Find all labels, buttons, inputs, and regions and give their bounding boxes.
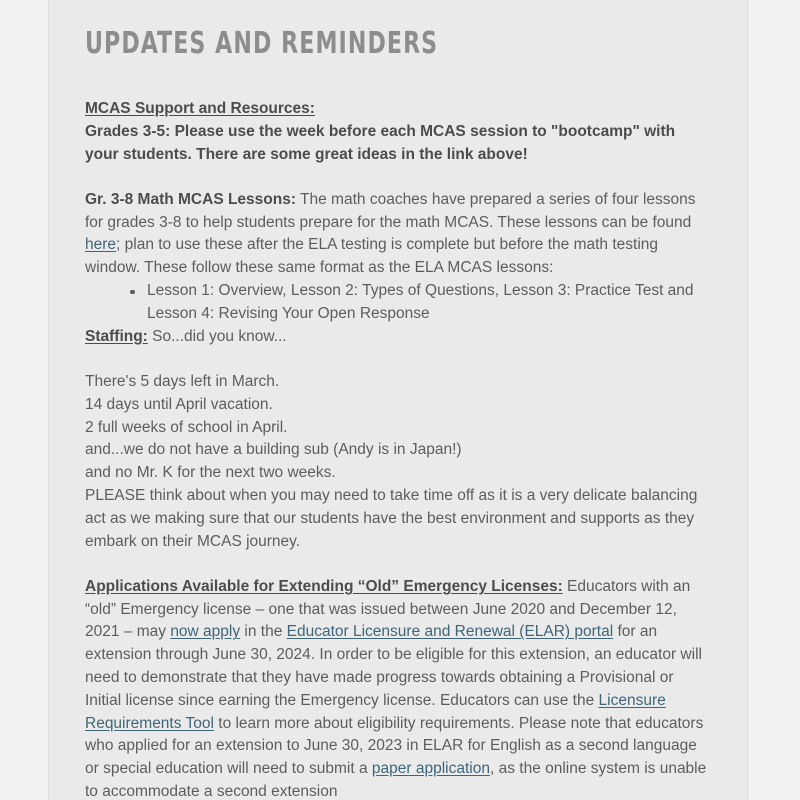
emergency-text-2: in the bbox=[240, 623, 287, 641]
staffing-intro: So...did you know... bbox=[147, 327, 287, 345]
staffing-line-text: There's 5 days left in March. bbox=[85, 372, 280, 390]
math-lessons-text-2: ; plan to use these after the ELA testing is complete but before the math testing window. These follow these same format as the ELA MCAS lessons: bbox=[85, 236, 659, 277]
bullet-text: Lesson 1: Overview, Lesson 2: Types of Questions, Lesson 3: Practice Test and Lesson 4: Revising Your Open Response bbox=[147, 282, 694, 322]
mcas-support-body bbox=[85, 121, 711, 167]
math-lessons-bullet-list bbox=[85, 280, 711, 326]
emergency-text-4: to learn more about eligibility requirements. Please note that educators who applied for an extension to June 30, 2023 in ELAR for English as a second language or special education will need to submit a bbox=[85, 714, 704, 778]
staffing-line-text: and...we do not have a building sub (Andy is in Japan!) bbox=[85, 441, 462, 459]
staffing-line-text: 14 days until April vacation. bbox=[85, 395, 273, 413]
mcas-support-heading-line bbox=[85, 98, 711, 121]
staffing-line-3 bbox=[85, 417, 711, 440]
emergency-licenses-lead: Applications Available for Extending “Old” Emergency Licenses: bbox=[85, 577, 563, 595]
math-lessons-text-1: The math coaches have prepared a series of four lessons for grades 3-8 to help students prepare for the math MCAS. These lessons can be found bbox=[85, 190, 696, 231]
staffing-closing-text: PLEASE think about when you may need to take time off as it is a very delicate balancing act as we making sure that our students have the best environment and supports as they embark on their MCAS journey. bbox=[85, 486, 698, 550]
link-now-apply[interactable]: now apply bbox=[170, 623, 241, 641]
emergency-licenses-paragraph bbox=[85, 576, 711, 800]
link-paper-application[interactable]: paper application bbox=[371, 760, 490, 778]
math-lessons-lead: Gr. 3-8 Math MCAS Lessons: bbox=[85, 190, 297, 208]
staffing-line-text: and no Mr. K for the next two weeks. bbox=[85, 464, 336, 482]
staffing-line-1 bbox=[85, 371, 711, 394]
link-math-lessons-here[interactable]: here bbox=[85, 236, 117, 254]
math-lessons-paragraph bbox=[85, 189, 711, 280]
emergency-text-3: for an extension through June 30, 2024. In order to be eligible for this extension, an educator will need to demonstrate that they have made progress towards obtaining a Provisional or Initial license since earning the Emergency license. Educators can use the bbox=[85, 623, 702, 709]
emergency-text-1: Educators with an “old” Emergency license – one that was issued between June 2020 and December 12, 2021 – may bbox=[85, 577, 691, 641]
mcas-support-heading: MCAS Support and Resources: bbox=[85, 100, 315, 117]
staffing-line-4 bbox=[85, 439, 711, 462]
mcas-support-body-text: Grades 3-5: Please use the week before each MCAS session to "bootcamp" with your students. There are some great ideas in the link above! bbox=[85, 122, 676, 163]
list-item bbox=[147, 280, 711, 326]
staffing-lead: Staffing: bbox=[85, 327, 148, 345]
staffing-closing bbox=[85, 485, 711, 553]
link-elar-portal[interactable]: Educator Licensure and Renewal (ELAR) portal bbox=[286, 623, 614, 641]
content-card bbox=[48, 0, 748, 800]
staffing-line-text: 2 full weeks of school in April. bbox=[85, 418, 288, 436]
page-title: UPDATES AND REMINDERS bbox=[85, 26, 439, 61]
staffing-intro-line bbox=[85, 326, 711, 349]
content-card-inner bbox=[49, 0, 747, 800]
link-licensure-requirements-tool[interactable]: Licensure Requirements Tool bbox=[85, 691, 666, 732]
staffing-line-5 bbox=[85, 462, 711, 485]
emergency-text-5: , as the online system is unable to accommodate a second extension bbox=[85, 760, 707, 800]
staffing-line-2 bbox=[85, 394, 711, 417]
